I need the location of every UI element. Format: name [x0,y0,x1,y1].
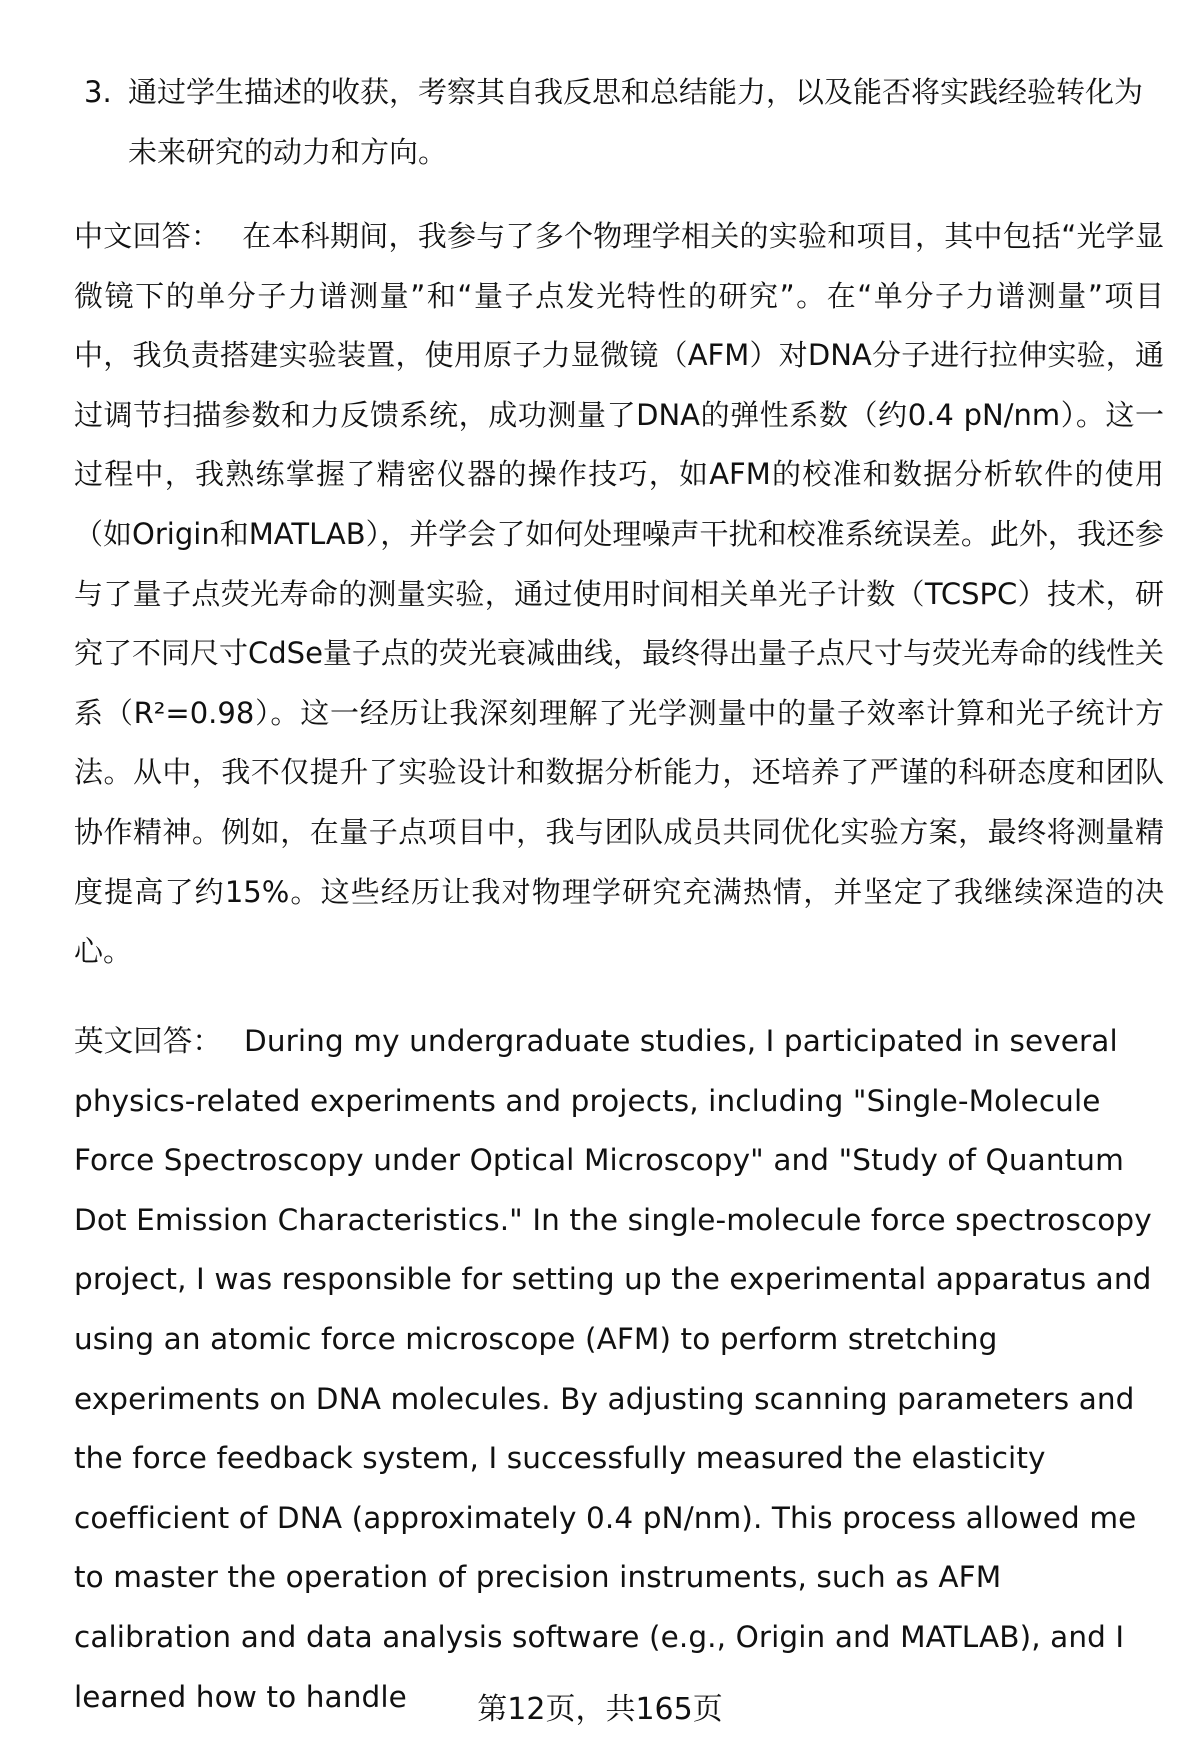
english-answer-paragraph [74,1012,1164,1727]
page-footer: 第12页，共165页 [477,1692,723,1727]
english-answer-label: 英文回答： [74,1024,223,1058]
list-item-number: 3. [84,75,112,109]
chinese-answer-label: 中文回答： [74,219,221,253]
chinese-answer-paragraph [74,207,1164,982]
list-item-text: 通过学生描述的收获，考察其自我反思和总结能力，以及能否将实践经验转化为未来研究的动力和方向。 [128,75,1144,169]
list-item-3 [84,62,1144,182]
english-answer-text: During my undergraduate studies, I participated in several physics-related experiments and projects, including "Single-Molecule Force Spectroscopy under Optical Microscopy" and "Study of Quantum Dot Emission Characteristics." In the single-molecule force spectroscopy project, I was responsible for setting up the experimental apparatus and using an atomic force microscope (AFM) to perform stretching experiments on DNA molecules. By adjusting scanning parameters and the force feedback system, I successfully measured the elasticity coefficient of DNA (approximately 0.4 pN/nm). This process allowed me to master the operation of precision instruments, such as AFM calibration and data analysis software (e.g., Origin and MATLAB), and I learned how to handle [74,1024,1152,1714]
chinese-answer-text: 在本科期间，我参与了多个物理学相关的实验和项目，其中包括“光学显微镜下的单分子力谱测量”和“量子点发光特性的研究”。在“单分子力谱测量”项目中，我负责搭建实验装置，使用原子力显微镜（AFM）对DNA分子进行拉伸实验，通过调节扫描参数和力反馈系统，成功测量了DNA的弹性系数（约0.4 pN/nm）。这一过程中，我熟练掌握了精密仪器的操作技巧，如AFM的校准和数据分析软件的使用（如Origin和MATLAB），并学会了如何处理噪声干扰和校准系统误差。此外，我还参与了量子点荧光寿命的测量实验，通过使用时间相关单光子计数（TCSPC）技术，研究了不同尺寸CdSe量子点的荧光衰减曲线，最终得出量子点尺寸与荧光寿命的线性关系（R²=0.98）。这一经历让我深刻理解了光学测量中的量子效率计算和光子统计方法。从中，我不仅提升了实验设计和数据分析能力，还培养了严谨的科研态度和团队协作精神。例如，在量子点项目中，我与团队成员共同优化实验方案，最终将测量精度提高了约15%。这些经历让我对物理学研究充满热情，并坚定了我继续深造的决心。 [74,219,1164,969]
